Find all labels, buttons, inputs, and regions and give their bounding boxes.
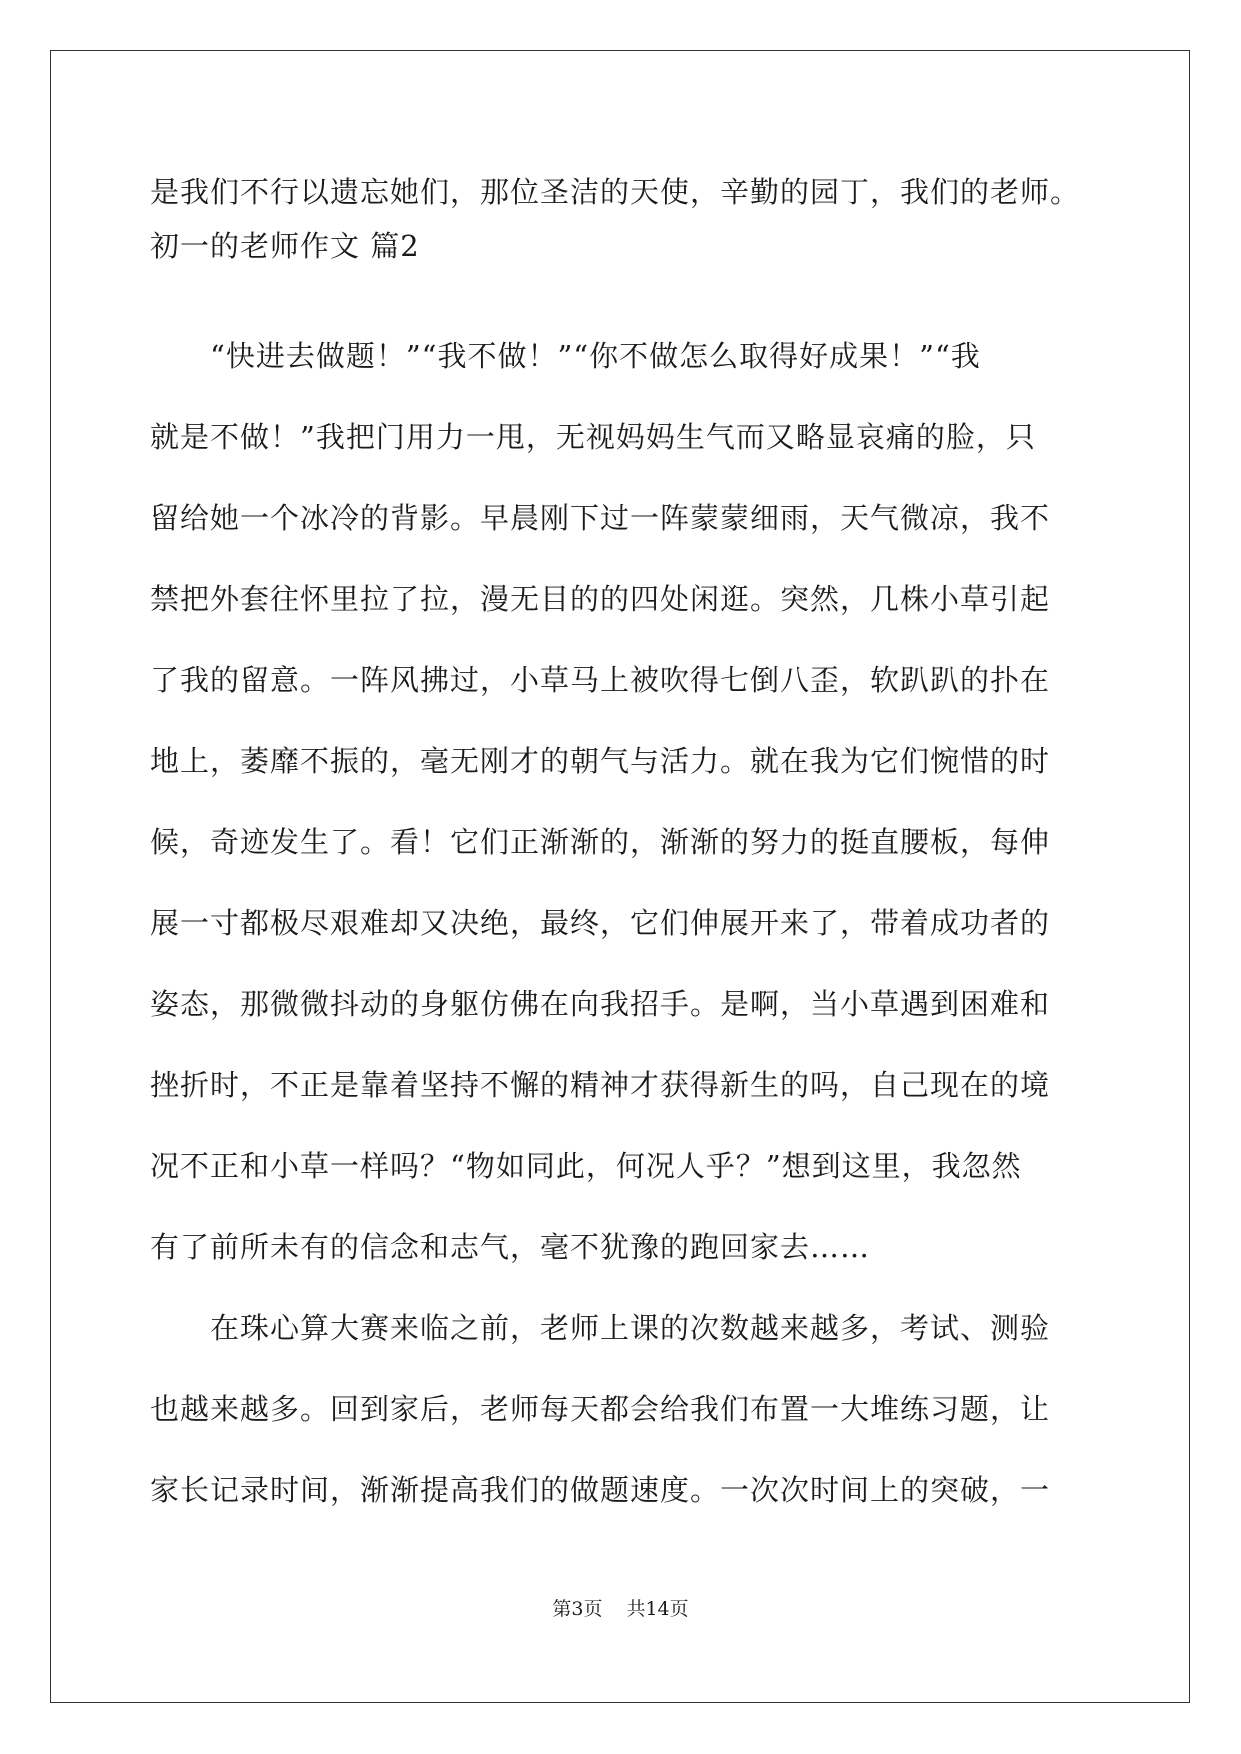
page-footer xyxy=(0,1597,1241,1621)
text-line: 有了前所未有的信念和志气，毫不犹豫的跑回家去…… xyxy=(150,1230,871,1264)
section-heading: 初一的老师作文 篇2 xyxy=(150,229,420,263)
text-line: 是我们不行以遗忘她们，那位圣洁的天使，辛勤的园丁，我们的老师。 xyxy=(150,175,1081,209)
text-line: 留给她一个冰冷的背影。早晨刚下过一阵蒙蒙细雨，天气微凉，我不 xyxy=(150,501,1051,535)
text-line: 家长记录时间，渐渐提高我们的做题速度。一次次时间上的突破，一 xyxy=(150,1473,1051,1507)
text-line: 候，奇迹发生了。看！它们正渐渐的，渐渐的努力的挺直腰板，每伸 xyxy=(150,825,1051,859)
text-line: 展一寸都极尽艰难却又决绝，最终，它们伸展开来了，带着成功者的 xyxy=(150,906,1051,940)
page-border xyxy=(50,50,1190,1703)
page-total: 共14页 xyxy=(626,1598,689,1620)
text-line: 挫折时，不正是靠着坚持不懈的精神才获得新生的吗，自己现在的境 xyxy=(150,1068,1051,1102)
text-line: 也越来越多。回到家后，老师每天都会给我们布置一大堆练习题，让 xyxy=(150,1392,1051,1426)
text-line: 姿态，那微微抖动的身躯仿佛在向我招手。是啊，当小草遇到困难和 xyxy=(150,987,1051,1021)
text-line: 地上，萎靡不振的，毫无刚才的朝气与活力。就在我为它们惋惜的时 xyxy=(150,744,1051,778)
text-line: “快进去做题！”“我不做！”“你不做怎么取得好成果！”“我 xyxy=(150,339,981,373)
text-line: 了我的留意。一阵风拂过，小草马上被吹得七倒八歪，软趴趴的扑在 xyxy=(150,663,1051,697)
text-line: 禁把外套往怀里拉了拉，漫无目的的四处闲逛。突然，几株小草引起 xyxy=(150,582,1051,616)
text-line: 况不正和小草一样吗？“物如同此，何况人乎？”想到这里，我忽然 xyxy=(150,1149,1022,1183)
page-number: 第3页 xyxy=(552,1598,603,1620)
text-line: 就是不做！”我把门用力一甩，无视妈妈生气而又略显哀痛的脸，只 xyxy=(150,420,1036,454)
text-line: 在珠心算大赛来临之前，老师上课的次数越来越多，考试、测验 xyxy=(150,1311,1051,1345)
